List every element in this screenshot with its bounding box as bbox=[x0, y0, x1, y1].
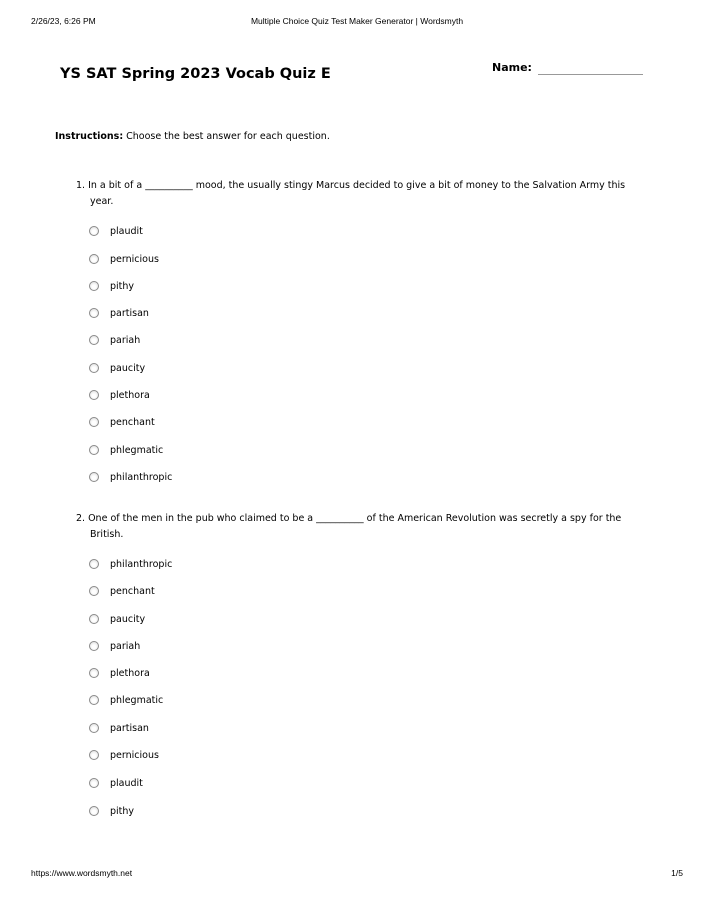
radio-button[interactable] bbox=[89, 668, 99, 678]
radio-button[interactable] bbox=[89, 614, 99, 624]
option-label: pithy bbox=[110, 281, 135, 292]
option-label: paucity bbox=[110, 363, 146, 374]
radio-button[interactable] bbox=[89, 723, 99, 733]
radio-button[interactable] bbox=[89, 750, 99, 760]
print-header bbox=[31, 16, 683, 28]
print-page-title: Multiple Choice Quiz Test Maker Generator | Wordsmyth bbox=[250, 16, 464, 26]
instructions bbox=[55, 131, 330, 142]
radio-button[interactable] bbox=[89, 390, 99, 400]
option-label: philanthropic bbox=[110, 559, 173, 570]
question-text: 1. In a bit of a __________ mood, the usually stingy Marcus decided to give a bit of money to the Salvation Army this year. bbox=[76, 180, 626, 207]
radio-button[interactable] bbox=[89, 281, 99, 291]
radio-button[interactable] bbox=[89, 335, 99, 345]
radio-button[interactable] bbox=[89, 559, 99, 569]
radio-button[interactable] bbox=[89, 586, 99, 596]
option-label: pariah bbox=[110, 335, 141, 346]
option-label: partisan bbox=[110, 308, 149, 319]
option-label: phlegmatic bbox=[110, 695, 164, 706]
option-label: pernicious bbox=[110, 750, 159, 761]
radio-button[interactable] bbox=[89, 363, 99, 373]
option-label: pariah bbox=[110, 641, 141, 652]
print-footer bbox=[31, 868, 683, 880]
radio-button[interactable] bbox=[89, 778, 99, 788]
radio-button[interactable] bbox=[89, 308, 99, 318]
option-label: plethora bbox=[110, 390, 150, 401]
radio-button[interactable] bbox=[89, 254, 99, 264]
question-1 bbox=[76, 178, 636, 483]
name-blank-line bbox=[538, 74, 643, 75]
instructions-text: Choose the best answer for each question. bbox=[126, 131, 330, 142]
print-page-number: 1/5 bbox=[671, 868, 683, 878]
question-text: 2. One of the men in the pub who claimed to be a __________ of the American Revolution was secretly a spy for the British. bbox=[76, 513, 622, 540]
radio-button[interactable] bbox=[89, 472, 99, 482]
radio-button[interactable] bbox=[89, 226, 99, 236]
option-label: pernicious bbox=[110, 254, 159, 265]
option-label: plaudit bbox=[110, 226, 143, 237]
option-label: penchant bbox=[110, 417, 155, 428]
option-label: penchant bbox=[110, 586, 155, 597]
option-label: paucity bbox=[110, 614, 146, 625]
option-label: phlegmatic bbox=[110, 445, 164, 456]
radio-button[interactable] bbox=[89, 695, 99, 705]
print-url: https://www.wordsmyth.net bbox=[31, 868, 133, 878]
print-datetime: 2/26/23, 6:26 PM bbox=[31, 16, 96, 26]
option-label: plethora bbox=[110, 668, 150, 679]
radio-button[interactable] bbox=[89, 641, 99, 651]
option-label: plaudit bbox=[110, 778, 143, 789]
radio-button[interactable] bbox=[89, 806, 99, 816]
instructions-label: Instructions: bbox=[55, 131, 124, 142]
option-label: pithy bbox=[110, 806, 135, 817]
radio-button[interactable] bbox=[89, 417, 99, 427]
option-label: partisan bbox=[110, 723, 149, 734]
option-label: philanthropic bbox=[110, 472, 173, 483]
quiz-title: YS SAT Spring 2023 Vocab Quiz E bbox=[60, 66, 331, 82]
radio-button[interactable] bbox=[89, 445, 99, 455]
name-label: Name: bbox=[492, 61, 532, 74]
question-2 bbox=[76, 511, 636, 817]
